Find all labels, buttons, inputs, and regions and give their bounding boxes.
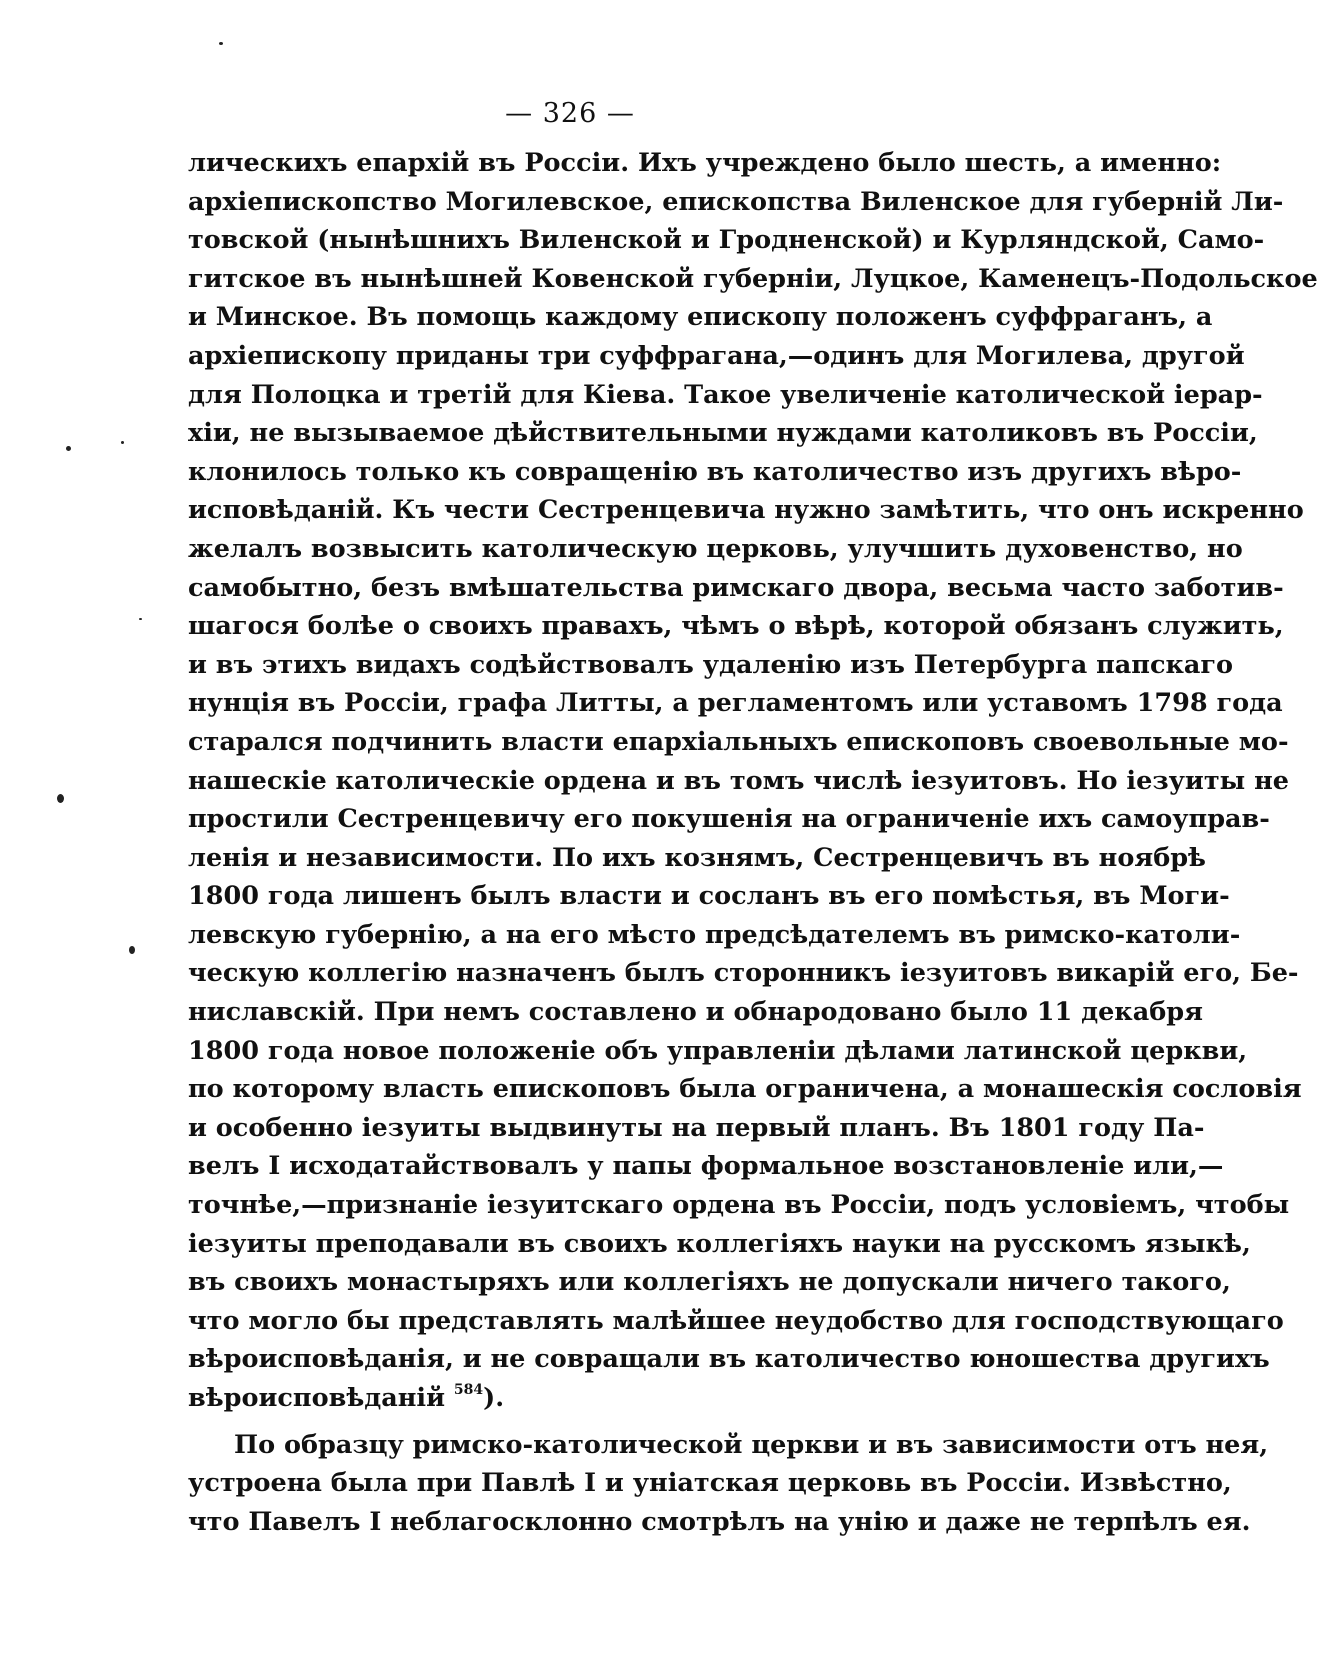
text-line-content: ленія и независимости. По ихъ кознямъ, Сестренцевичъ въ ноябрѣ [188,842,1206,873]
text-line-content: гитское въ нынѣшней Ковенской губерніи, Луцкое, Каменецъ-Подольское [188,263,1318,294]
text-line-content: самобытно, безъ вмѣшательства римскаго двора, весьма часто заботив- [188,572,1284,603]
text-line-content: и особенно іезуиты выдвинуты на первый планъ. Въ 1801 году Па- [188,1112,1205,1143]
text-line-content: ниславскій. При немъ составлено и обнародовано было 11 декабря [188,997,1203,1028]
text-line-content: лическихъ епархій въ Россіи. Ихъ учреждено было шесть, а именно: [188,148,1222,178]
text-line-content: простили Сестренцевичу его покушенія на ограниченіе ихъ самоуправ- [188,804,1270,835]
text-line [188,1147,1224,1186]
text-line [188,221,1265,260]
text-line-content: нунція въ Россіи, графа Литты, а регламентомъ или уставомъ 1798 года [188,688,1283,719]
text-line [188,1379,1072,1418]
scan-speck [57,794,64,803]
text-line-content: для Полоцка и третій для Кіева. Такое увеличеніе католической іерар- [188,379,1263,410]
text-line [188,954,1299,993]
text-line [188,684,1283,723]
scan-speck [219,42,223,45]
text-line [188,723,1289,762]
scan-speck [129,946,135,954]
text-line-content: іезуиты преподавали въ своихъ коллегіяхъ науки на русскомъ языкѣ, [188,1228,1251,1259]
footnote-tail: ). [483,1383,505,1413]
text-line-content: шагося болѣе о своихъ правахъ, чѣмъ о вѣрѣ, которой обязанъ служить, [188,611,1284,642]
text-line-content: по которому власть епископовъ была ограничена, а монашескія сословія [188,1074,1302,1105]
text-line [188,877,1230,916]
text-line [188,1109,1205,1148]
scan-speck [66,446,71,451]
text-line [188,414,1258,453]
text-line [188,800,1270,839]
text-line-content: 1800 года лишенъ былъ власти и сосланъ въ его помѣстья, въ Моги- [188,881,1230,912]
text-line [188,453,1242,492]
paragraph-2 [188,1426,1269,1542]
text-line [188,183,1284,222]
text-line-content: левскую губернію, а на его мѣсто предсѣдателемъ въ римско-католи- [188,919,1241,950]
text-line [188,1225,1251,1264]
text-line-content: хіи, не вызываемое дѣйствительными нуждами католиковъ въ Россіи, [188,418,1258,449]
text-line-content: что могло бы представлять малѣйшее неудобство для господствующаго [188,1305,1284,1336]
text-line-content: вѣроисповѣданій [188,1383,446,1413]
text-line-content: нашескіе католическіе ордена и въ томъ числѣ іезуитовъ. Но іезуиты не [188,765,1289,796]
text-line-content: ческую коллегію назначенъ былъ сторонникъ іезуитовъ викарій его, Бе- [188,958,1299,989]
text-line [188,491,1304,530]
text-line-content: желалъ возвысить католическую церковь, улучшить духовенство, но [188,533,1243,564]
text-line [188,646,1234,685]
text-line [188,569,1284,608]
text-line [188,376,1263,415]
text-line [188,993,1203,1032]
scan-speck [139,618,142,620]
text-line-content: По образцу римско-католической церкви и въ зависимости отъ нея, [234,1429,1269,1460]
text-line-content: клонилось только къ совращенію въ католичество изъ другихъ вѣро- [188,456,1242,487]
text-line [188,1186,1290,1225]
scan-speck [121,441,124,444]
text-line [188,298,1213,337]
text-line [188,1032,1248,1071]
text-line [188,1070,1302,1109]
text-line-content: и въ этихъ видахъ содѣйствовалъ удаленію изъ Петербурга папскаго [188,649,1234,680]
text-line [188,1263,1231,1302]
text-line-content: архіепископство Могилевское, епископства Виленское для губерній Ли- [188,186,1284,217]
text-line-content: устроена была при Павлѣ I и уніатская церковь въ Россіи. Извѣстно, [188,1468,1232,1499]
text-line-content: въ своихъ монастыряхъ или коллегіяхъ не допускали ничего такого, [188,1267,1231,1298]
text-line [188,1503,1251,1542]
text-line-content: точнѣе,—признаніе іезуитскаго ордена въ Россіи, подъ условіемъ, чтобы [188,1190,1290,1221]
text-line [188,144,1222,183]
paragraph-1 [188,144,1318,1418]
text-line [188,762,1289,801]
text-line-content: и Минское. Въ помощь каждому епископу положенъ суффраганъ, а [188,302,1213,333]
text-line-content: старался подчинить власти епархіальныхъ епископовъ своевольные мо- [188,726,1289,757]
text-line [188,260,1318,299]
text-line-content: 1800 года новое положеніе объ управленіи дѣлами латинской церкви, [188,1035,1248,1066]
text-line [188,607,1284,646]
text-line [188,1302,1284,1341]
page-number: — 326 — [505,98,635,129]
text-line [188,1340,1270,1379]
text-line [188,1426,1269,1465]
text-line-content: что Павелъ I неблагосклонно смотрѣлъ на унію и даже не терпѣлъ ея. [188,1506,1251,1537]
footnote-reference[interactable]: 584 [453,1382,484,1398]
text-line [188,530,1243,569]
text-line [188,337,1245,376]
text-line-content: исповѣданій. Къ чести Сестренцевича нужно замѣтить, что онъ искренно [188,495,1304,526]
text-line [188,839,1206,878]
text-line-content: архіепископу приданы три суффрагана,—одинъ для Могилева, другой [188,340,1245,371]
paragraph-gap [188,1418,1072,1426]
text-line [188,916,1241,955]
body-text [188,144,1318,1541]
text-line-content: вѣроисповѣданія, и не совращали въ католичество юношества другихъ [188,1344,1270,1375]
text-line-content: велъ I исходатайствовалъ у папы формальное возстановленіе или,— [188,1151,1224,1182]
text-line [188,1464,1232,1503]
text-line-content: товской (нынѣшнихъ Виленской и Гродненской) и Курляндской, Само- [188,225,1265,256]
